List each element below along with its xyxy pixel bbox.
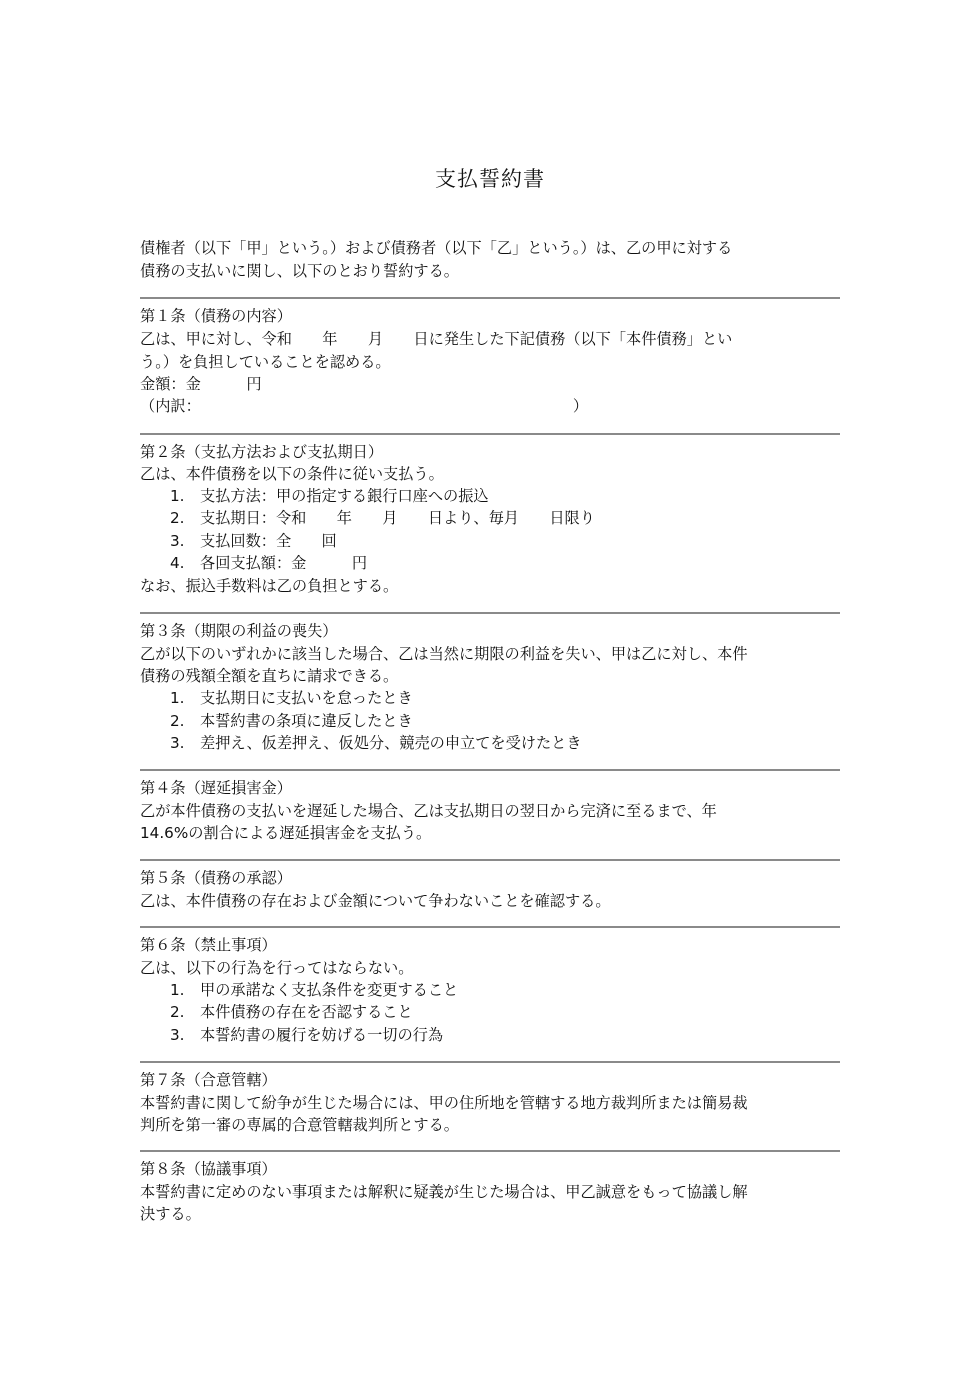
intro-line: 債権者（以下「甲」という。）および債務者（以下「乙」という。）は、乙の甲に対する — [140, 239, 733, 257]
list-item: 3. 差押え、仮差押え、仮処分、競売の申立てを受けたとき — [170, 734, 582, 752]
article-1-breakdown: （内訳： ） — [140, 397, 589, 415]
list-item: 1. 甲の承諾なく支払条件を変更すること — [170, 981, 459, 999]
article-8-line: 決する。 — [140, 1205, 201, 1223]
section-divider — [140, 769, 840, 771]
article-2-heading: 第２条（支払方法および支払期日） — [140, 443, 383, 461]
article-1-heading: 第１条（債務の内容） — [140, 307, 292, 325]
section-divider — [140, 433, 840, 435]
list-item: 1. 支払方法：甲の指定する銀行口座への振込 — [170, 487, 489, 505]
list-item: 4. 各回支払額：金 円 — [170, 554, 368, 572]
article-3-line: 乙が以下のいずれかに該当した場合、乙は当然に期限の利益を失い、甲は乙に対し、本件 — [140, 645, 748, 663]
list-item: 2. 支払期日：令和 年 月 日より、毎月 日限り — [170, 509, 595, 527]
article-5-heading: 第５条（債務の承認） — [140, 869, 292, 887]
list-item: 2. 本件債務の存在を否認すること — [170, 1003, 413, 1021]
section-divider — [140, 1150, 840, 1152]
article-8-line: 本誓約書に定めのない事項または解釈に疑義が生じた場合は、甲乙誠意をもって協議し解 — [140, 1183, 748, 1201]
article-4-line: 14.6%の割合による遅延損害金を支払う。 — [140, 824, 432, 842]
section-divider — [140, 1061, 840, 1063]
list-item: 3. 支払回数：全 回 — [170, 532, 337, 550]
article-6-heading: 第６条（禁止事項） — [140, 936, 277, 954]
article-3-line: 債務の残額全額を直ちに請求できる。 — [140, 667, 399, 685]
document-title: 支払誓約書 — [435, 167, 545, 191]
article-8-heading: 第８条（協議事項） — [140, 1160, 277, 1178]
article-1-line: う。）を負担していることを認める。 — [140, 353, 391, 371]
article-7-line: 判所を第一審の専属的合意管轄裁判所とする。 — [140, 1116, 459, 1134]
article-4-line: 乙が本件債務の支払いを遅延した場合、乙は支払期日の翌日から完済に至るまで、年 — [140, 802, 717, 820]
article-7-heading: 第７条（合意管轄） — [140, 1071, 277, 1089]
section-divider — [140, 859, 840, 861]
article-2-note: なお、振込手数料は乙の負担とする。 — [140, 577, 399, 595]
intro-line: 債務の支払いに関し、以下のとおり誓約する。 — [140, 262, 459, 280]
list-item: 3. 本誓約書の履行を妨げる一切の行為 — [170, 1026, 443, 1044]
section-divider — [140, 297, 840, 299]
article-2-line: 乙は、本件債務を以下の条件に従い支払う。 — [140, 465, 444, 483]
section-divider — [140, 612, 840, 614]
article-6-line: 乙は、以下の行為を行ってはならない。 — [140, 959, 414, 977]
article-7-line: 本誓約書に関して紛争が生じた場合には、甲の住所地を管轄する地方裁判所または簡易裁 — [140, 1094, 748, 1112]
list-item: 1. 支払期日に支払いを怠ったとき — [170, 689, 413, 707]
article-1-amount: 金額：金 円 — [140, 375, 262, 393]
article-3-heading: 第３条（期限の利益の喪失） — [140, 622, 338, 640]
article-4-heading: 第４条（遅延損害金） — [140, 779, 292, 797]
section-divider — [140, 926, 840, 928]
list-item: 2. 本誓約書の条項に違反したとき — [170, 712, 413, 730]
article-5-line: 乙は、本件債務の存在および金額について争わないことを確認する。 — [140, 892, 611, 910]
article-1-line: 乙は、甲に対し、令和 年 月 日に発生した下記債務（以下「本件債務」とい — [140, 330, 733, 348]
